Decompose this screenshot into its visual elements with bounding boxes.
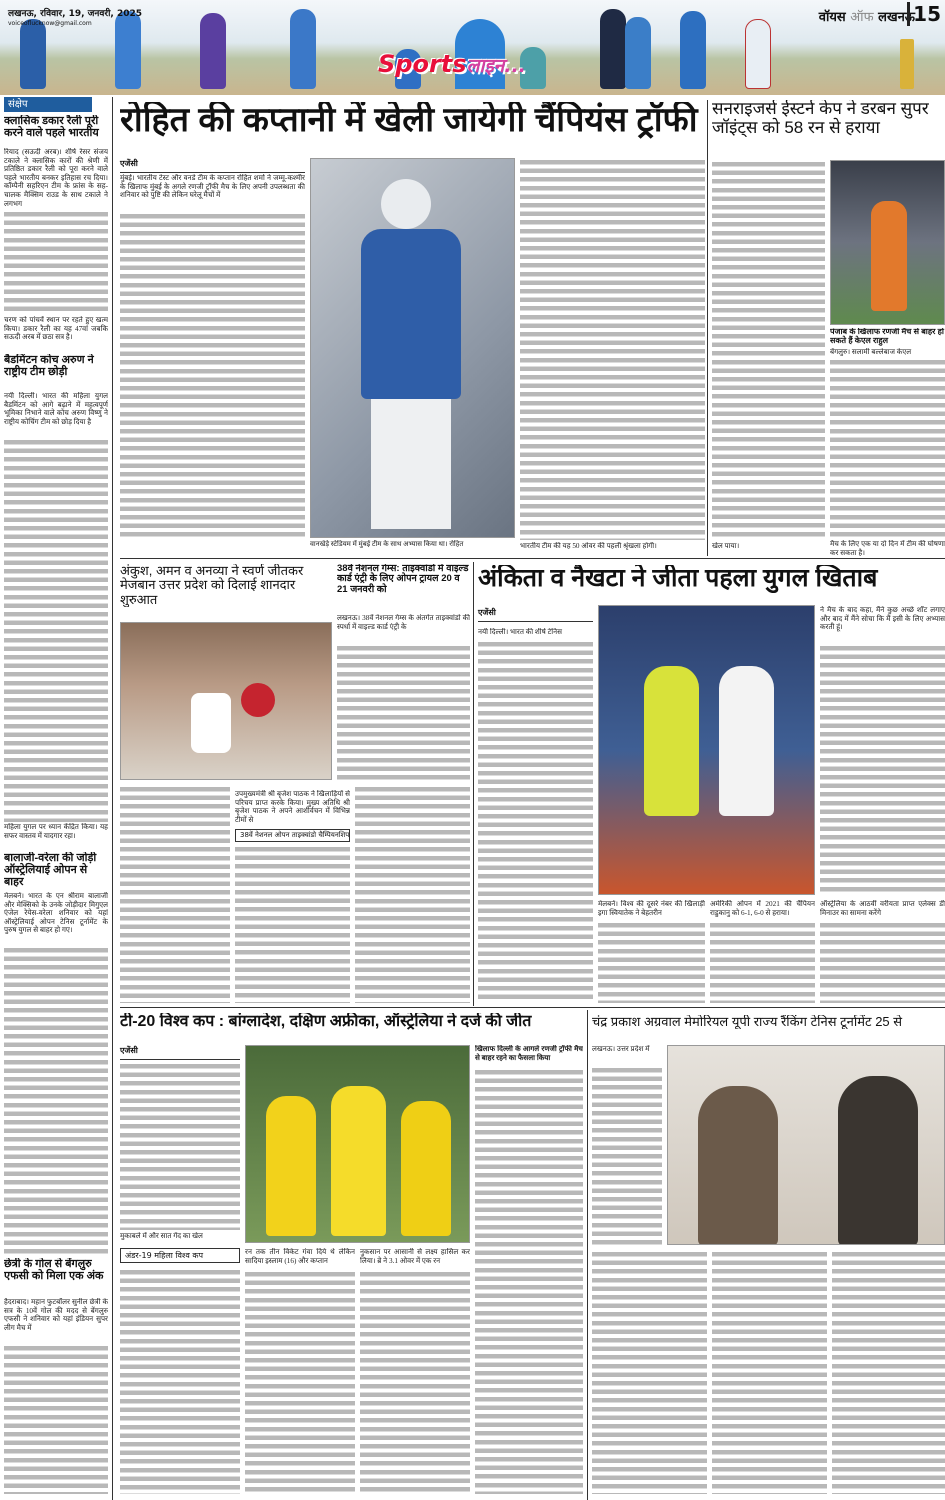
t20-column-3: नुकसान पर आसानी से लक्ष्य हासिल कर लिया। ब्रे ने 3.1 ओवर में एक रन — [360, 1248, 470, 1265]
lead-body: मुंबई। भारतीय टेस्ट और वनडे टीम के कप्तान रोहित शर्मा ने जम्मू-कश्मीर के खिलाफ मुंबई के अगले रणजी ट्रॉफी मैच के लिए अपनी उपलब्धता की शनिवार को पुष्टि की लेकिन घरेलू मैचों में — [120, 174, 305, 200]
brief-end: चरण को पांचवें स्थान पर रहते हुए खत्म किया। डकार रैली का यह 47वां जबकि सऊदी अरब में छठा सत्र है। — [4, 316, 108, 342]
player-pads-shape — [371, 399, 451, 529]
column-divider — [707, 100, 708, 556]
athlete-figure — [625, 17, 651, 89]
u19-box-label: अंडर-19 महिला विश्व कप — [120, 1248, 240, 1263]
t20-headline: टी-20 विश्व कप : बांग्लादेश, दक्षिण अफ्रीका, ऑस्ट्रेलिया ने दर्ज की जीत — [120, 1013, 532, 1030]
text-filler — [235, 845, 350, 1003]
text-filler — [598, 921, 705, 1003]
brief-headline: क्लासिक डकार रैली पूरी करने वाले पहले भारतीय — [4, 115, 99, 140]
headgear-shape — [241, 683, 275, 717]
column-divider — [112, 97, 113, 1500]
text-filler — [120, 212, 305, 538]
text-filler — [245, 1270, 355, 1494]
brief-tag: संक्षेप — [4, 97, 92, 112]
photo-caption: वानखेड़े स्टेडियम में मुंबई टीम के साथ अभ्यास किया था। रोहित — [310, 540, 464, 548]
brief-body: हैदराबाद। महान फुटबॉलर सुनील छेत्री के सत्र के 10वें गोल की मदद से बेंगलुरु एफसी ने शनिवार को यहां इंडियन सुपर लीग मैच में — [4, 1298, 108, 1332]
sunrisers-headline: सनराइजर्स ईस्टर्न केप ने डरबन सुपर जॉइंट्स को 58 रन से हराया — [712, 100, 929, 137]
australia-team-photo — [245, 1045, 470, 1243]
ankita-body: नयी दिल्ली। भारत की शीर्ष टेनिस — [478, 628, 562, 636]
athlete-figure — [600, 9, 626, 89]
player-jersey-shape — [871, 201, 907, 311]
section-title-hindi: लाइन... — [466, 55, 526, 77]
text-filler — [360, 1270, 470, 1494]
player-jersey-shape — [266, 1096, 316, 1236]
ankita-headline: अंकिता व नैखटा ने जीता पहला युगल खिताब — [478, 565, 878, 592]
sunrisers-photo — [830, 160, 945, 325]
brief-end: महिला युगल पर ध्यान केंद्रित किया। यह सफर वास्तव में यादगार रहा। — [4, 823, 108, 840]
masthead-banner — [0, 0, 945, 95]
column-divider — [473, 562, 474, 1006]
stumps-icon — [900, 39, 914, 89]
rohit-batting-photo — [310, 158, 515, 538]
text-filler — [475, 1068, 583, 1494]
taekwondo-headline: अंकुश, अमन व अनव्या ने स्वर्ण जीतकर मेजबान उत्तर प्रदेश को दिलाई शानदार शुरुआत — [120, 564, 304, 607]
section-divider — [120, 558, 945, 559]
brief-headline: बालाजी-वरेला की जोड़ी ऑस्ट्रेलियाई ओपन से बाहर — [4, 852, 97, 889]
athlete-figure — [680, 11, 706, 89]
brand-right: लखनऊ — [878, 10, 915, 25]
deminaur-body: ऑस्ट्रेलिया के आठवीं वरीयता प्राप्त एलेक्स डी मिनाउर का सामना करेंगे — [820, 900, 945, 917]
text-filler — [832, 1250, 945, 1494]
text-filler — [820, 921, 945, 1003]
sunrisers-column-end: खेल पाया। — [712, 542, 740, 550]
page-number: 15 — [907, 2, 941, 26]
player-dress-shape — [719, 666, 774, 816]
brief-headline: छेत्री के गोल से बेंगलुरु एफसी को मिला एक अंक — [4, 1258, 104, 1283]
athlete-shape — [191, 693, 231, 753]
kohli-headline: खिलाफ दिल्ली के आगले रणजी ट्रॉफी मैच से बाहर रहने का फैसला किया — [475, 1045, 583, 1062]
t20-body: मुकाबले में और सात गेंद का खेल — [120, 1232, 203, 1240]
player-jersey-shape — [361, 229, 461, 399]
section-title — [378, 50, 526, 78]
brief-body: रियाद (सऊदी अरब)। शीर्ष रेसर संजय टकाले ने क्लासिक कारों की श्रेणी में प्रतिष्ठित डकार रैली को पूरा करने वाले पहले भारतीय बनकर इतिहास रच दिया। कॉम्पैनी सहरिएन टीम के फ्रांस के सह-चालक मैक्सिम राउड के साथ टकाले ने लगभग — [4, 148, 108, 208]
taekwondo-body: उपमुख्यमंत्री श्री बृजेश पाठक ने खिलाड़ियों से परिचय प्राप्त करके किया। मुख्य अतिथि श्री बृजेश पाठक ने अपने आशीर्वचन में विभिन्न टीमों से — [235, 790, 350, 824]
text-filler — [712, 1250, 827, 1494]
text-filler — [520, 158, 705, 540]
brand-mid: ऑफ — [850, 10, 874, 25]
person-shape — [838, 1076, 918, 1245]
text-filler — [4, 946, 108, 1254]
text-filler — [712, 160, 825, 540]
rahul-end: मैच के लिए एक या दो दिन में टीम की घोषणा कर सकता है। — [830, 540, 945, 557]
text-filler — [4, 438, 108, 822]
athlete-figure — [745, 19, 771, 89]
newspaper-name — [819, 7, 915, 25]
player-dress-shape — [644, 666, 699, 816]
helmet-shape — [381, 179, 431, 229]
taekwondo-photo — [120, 622, 332, 780]
tennis-up-headline: चंद्र प्रकाश अग्रवाल मेमोरियल यूपी राज्य रैंकिंग टेनिस टूर्नामेंट 25 से — [592, 1015, 903, 1029]
agency-credit: एजेंसी — [120, 1045, 240, 1060]
athlete-figure — [20, 19, 46, 89]
ankita-trophy-photo — [598, 605, 815, 895]
text-filler — [478, 640, 593, 1003]
text-filler — [120, 1062, 240, 1230]
player-jersey-shape — [331, 1086, 386, 1236]
text-filler — [820, 644, 945, 895]
text-filler — [120, 1268, 240, 1494]
text-filler — [710, 921, 815, 1003]
lead-headline: रोहित की कप्तानी में खेली जायेगी चैंपियंस ट्रॉफी — [120, 102, 698, 139]
column-divider — [587, 1010, 588, 1500]
text-filler — [120, 785, 230, 1003]
section-title-latin: Sports — [378, 50, 467, 78]
rahul-headline: पंजाब के खिलाफ रणजी मैच से बाहर हो सकते हैं केएल राहुल — [830, 328, 944, 345]
agency-credit: एजेंसी — [478, 607, 593, 622]
brief-body: मेलबर्न। भारत के एन श्रीराम बालाजी और मेक्सिको के उनके जोड़ीदार मिगुएल एंजेल रेयेस-वरेला शनिवार को यहां ऑस्ट्रेलियाई ओपन टेनिस टूर्नामेंट के पुरुष युगल से बाहर हो गए। — [4, 892, 108, 935]
rahul-body: बेंगलुरु। सलामी बल्लेबाज केएल — [830, 348, 912, 356]
t20-column-2: रन तक तीन विकेट गंवा दिये थे लेकिन सादिया इस्लाम (16) और कप्तान — [245, 1248, 355, 1265]
trials-body: लखनऊ। 38वें नेशनल गेम्स के अंतर्गत ताइक्वांडो की स्पर्धा में वाइल्ड कार्ड एंट्री के — [337, 614, 470, 631]
brand-left: वॉयस — [818, 10, 846, 25]
section-divider — [120, 1007, 945, 1008]
athlete-figure — [200, 13, 226, 89]
lead-column-end: भारतीय टीम की यह 50 ओवर की पहली श्रृंखला होगी। — [520, 542, 657, 550]
text-filler — [592, 1066, 662, 1246]
brief-headline: बैडमिंटन कोच अरुण ने राष्ट्रीय टीम छोड़ी — [4, 354, 94, 379]
tennis-up-body: लखनऊ। उत्तर प्रदेश में — [592, 1045, 650, 1053]
athlete-figure — [115, 11, 141, 89]
taekwondo-box-label: 38वें नेशनल ओपन ताइक्वांडो चैम्पियनशिप — [235, 829, 350, 842]
text-filler — [592, 1250, 707, 1494]
player-jersey-shape — [401, 1101, 451, 1236]
text-filler — [4, 210, 108, 314]
issue-date: लखनऊ, रविवार, 19, जनवरी, 2025 — [8, 9, 143, 19]
person-shape — [698, 1086, 778, 1245]
text-filler — [337, 644, 470, 780]
contact-email: voiceoflucknow@gmail.com — [8, 20, 92, 27]
trials-headline: 38वें नेशनल गेम्स: ताइक्वांडो में वाइल्ड कार्ड एंट्री के लिए ओपन ट्रायल 20 व 21 जनवरी को — [337, 564, 469, 595]
tennis-event-photo — [667, 1045, 945, 1245]
raducanu-body: अमेरिकी ओपन में 2021 की चैंपियन राडुकानु को 6-1, 6-0 से हराया। — [710, 900, 815, 917]
ankita-right-body: ने मैच के बाद कहा, मैंने कुछ अच्छे शॉट लगाए और बाद में मैंने सोचा कि मैं इसी के लिए अभ्यास करती हूं। — [820, 606, 945, 632]
text-filler — [355, 785, 470, 1003]
text-filler — [830, 358, 945, 540]
swiatek-body: मेलबर्न। विश्व की दूसरे नंबर की खिलाड़ी इगा स्वियातेक ने बेहतरीन — [598, 900, 705, 917]
athlete-figure — [290, 9, 316, 89]
text-filler — [4, 1344, 108, 1494]
agency-credit: एजेंसी — [120, 158, 305, 173]
brief-body: नयी दिल्ली। भारत की महिला युगल बैडमिंटन को आगे बढ़ाने में महत्वपूर्ण भूमिका निभाने वाले कोच अरुण विष्णु ने राष्ट्रीय कोचिंग टीम को छोड़ दिया है — [4, 392, 108, 426]
